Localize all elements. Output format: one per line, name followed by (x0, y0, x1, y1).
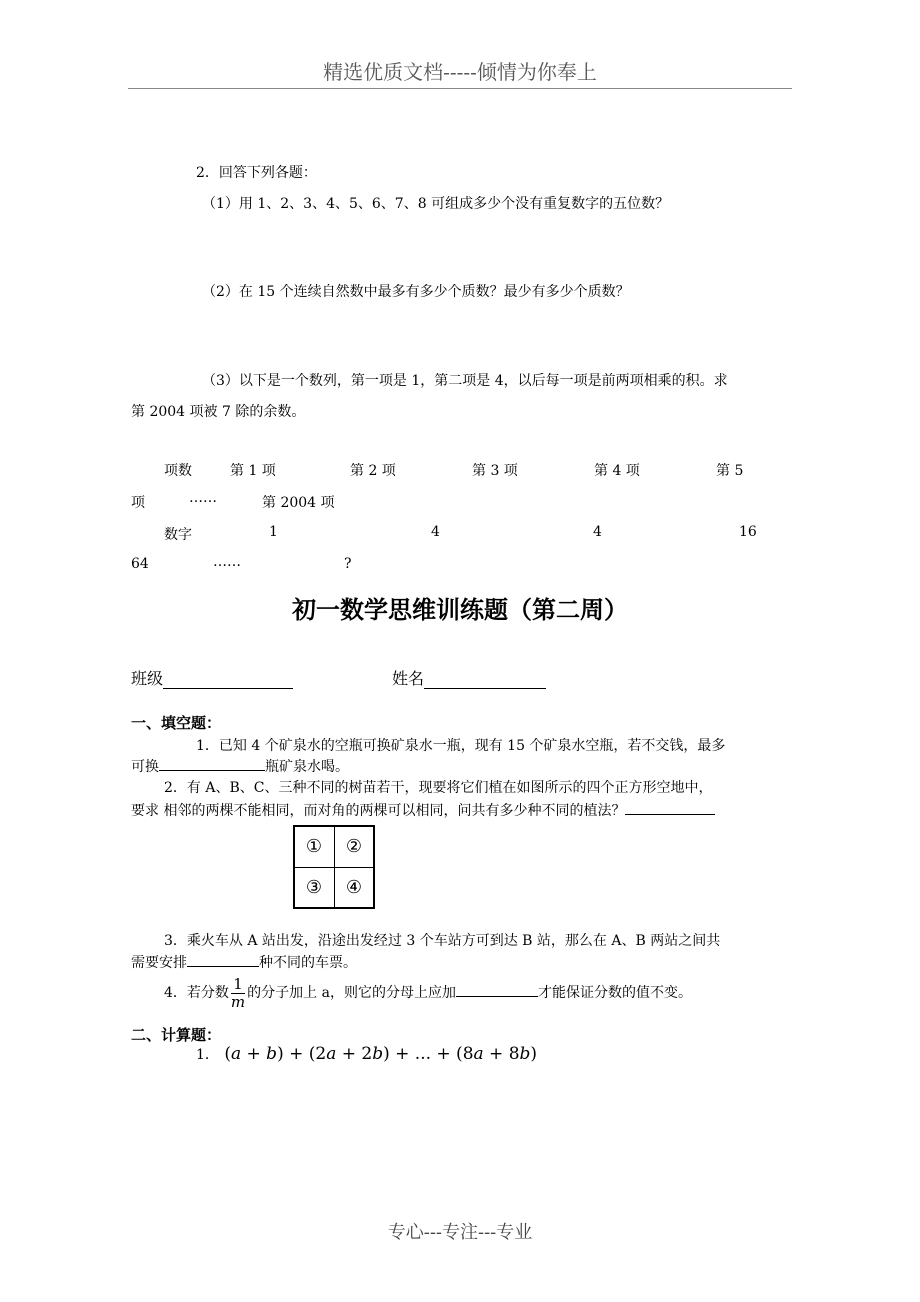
grid-cell-2: ② (345, 836, 363, 857)
fraction-denominator: m (230, 992, 246, 1011)
s1-q3-line2 (131, 952, 357, 972)
table-term-2: 第 2 项 (350, 463, 396, 479)
name-blank[interactable] (424, 672, 546, 689)
table-term-5: 第 5 (716, 463, 744, 479)
s1-q4-suffix: 才能保证分数的值不变。 (537, 985, 692, 1001)
table-row1-ellipsis: …… (189, 490, 217, 506)
grid-horizontal-line (295, 867, 373, 868)
page-footer: 专心---专注---专业 (387, 1222, 533, 1243)
table-row2-header: 数字 (164, 527, 192, 543)
q2-sub1: （1）用 1、2、3、4、5、6、7、8 可组成多少个没有重复数字的五位数？ (202, 196, 670, 212)
table-row1-header: 项数 (164, 463, 192, 479)
fraction-numerator: 1 (231, 977, 245, 994)
planting-grid-figure (293, 825, 375, 909)
name-field (392, 666, 546, 689)
s1-q4-prefix: 4．若分数 (164, 985, 229, 1001)
s1-q2-line2 (131, 800, 715, 820)
s1-q4-middle: 的分子加上 a，则它的分母上应加 (247, 985, 456, 1001)
grid-cell-4: ④ (345, 877, 363, 898)
section1-heading: 一、填空题： (131, 714, 222, 732)
s1-q3-suffix: 种不同的车票。 (259, 955, 357, 971)
s1-q4-answer-blank[interactable] (456, 982, 538, 997)
table-value-unknown: ? (344, 556, 352, 572)
table-row1-wrap: 项 (131, 495, 145, 511)
q2-sub3-line1: （3）以下是一个数列，第一项是 1，第二项是 4，以后每一项是前两项相乘的积。求 (202, 373, 728, 389)
fraction-1-over-m (230, 974, 246, 1011)
s1-q2-text: 要求 相邻的两棵不能相同，而对角的两棵可以相同，问共有多少种不同的植法？ (131, 803, 626, 819)
table-value-1: 1 (269, 524, 278, 540)
q2-intro: 2．回答下列各题： (196, 165, 317, 181)
table-term-3: 第 3 项 (472, 463, 518, 479)
s2-q1-label: 1． (196, 1047, 219, 1063)
s1-q1-answer-blank[interactable] (159, 756, 265, 771)
section2-heading: 二、计算题： (131, 1026, 222, 1044)
q2-sub2: （2）在 15 个连续自然数中最多有多少个质数？最少有多少个质数？ (202, 284, 630, 300)
page-header-title: 精选优质文档-----倾情为你奉上 (323, 60, 597, 84)
class-field (131, 666, 293, 689)
s1-q1-suffix: 瓶矿泉水喝。 (265, 759, 349, 775)
table-value-2: 4 (431, 524, 440, 540)
s1-q2-answer-blank[interactable] (625, 800, 715, 815)
s1-q1-prefix: 可换 (131, 759, 159, 775)
s1-q1-line2 (131, 756, 349, 776)
header-divider (128, 88, 792, 89)
grid-cell-1: ① (305, 836, 323, 857)
table-value-4: 16 (739, 524, 757, 540)
table-term-4: 第 4 项 (594, 463, 640, 479)
worksheet-title: 初一数学思维训练题（第二周） (292, 596, 628, 624)
s2-q1-formula: (a + b) + (2a + 2b) + ... + (8a + 8b) (224, 1044, 538, 1064)
table-term-1: 第 1 项 (230, 463, 276, 479)
table-value-3: 4 (593, 524, 602, 540)
s1-q3-line1: 3．乘火车从 A 站出发，沿途出发经过 3 个车站方可到达 B 站，那么在 A、B 两站之间共 (164, 933, 721, 949)
table-row2-ellipsis: …… (213, 554, 241, 570)
s2-q1-expression (196, 1044, 537, 1064)
table-term-2004: 第 2004 项 (262, 495, 335, 511)
q2-sub3-line2: 第 2004 项被 7 除的余数。 (131, 404, 306, 420)
s1-q3-prefix: 需要安排 (131, 955, 187, 971)
s1-q2-line1: 2．有 A、B、C、三种不同的树苗若干，现要将它们植在如图所示的四个正方形空地中， (164, 780, 713, 796)
table-row2-wrap: 64 (131, 556, 149, 572)
s1-q1-line1: 1．已知 4 个矿泉水的空瓶可换矿泉水一瓶，现有 15 个矿泉水空瓶，若不交钱，最多 (196, 738, 726, 754)
s1-q3-answer-blank[interactable] (187, 952, 259, 967)
grid-cell-3: ③ (305, 877, 323, 898)
class-blank[interactable] (163, 672, 293, 689)
class-label: 班级 (131, 669, 164, 688)
name-label: 姓名 (392, 669, 425, 688)
s1-q4-line (164, 974, 692, 1012)
